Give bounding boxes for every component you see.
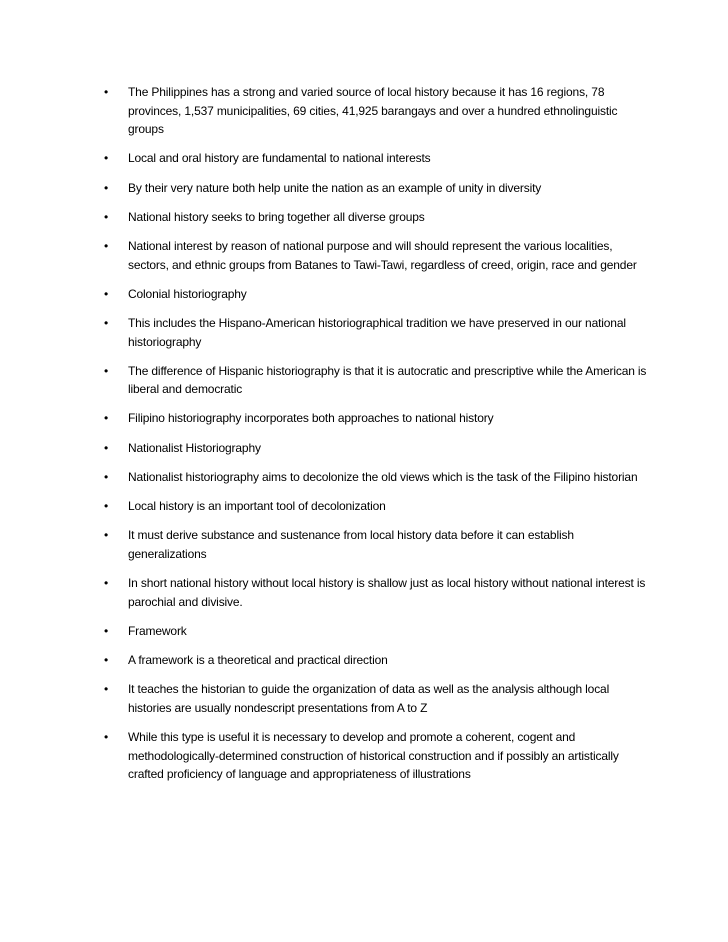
list-item: [104, 526, 649, 563]
list-item-text: This includes the Hispano-American historiographical tradition we have preserved in our national historiography: [128, 315, 626, 349]
list-item: [104, 149, 649, 168]
list-item: [104, 179, 649, 198]
list-item-text: By their very nature both help unite the nation as an example of unity in diversity: [128, 180, 542, 195]
bullet-icon: •: [104, 151, 109, 166]
list-item: [104, 497, 649, 516]
list-item-text: National interest by reason of national purpose and will should represent the various localities, sectors, and ethnic groups from Batanes to Tawi-Tawi, regardless of creed, origin, race and gender: [128, 238, 637, 272]
bullet-icon: •: [104, 682, 109, 697]
list-item: [104, 208, 649, 227]
list-item-text: In short national history without local history is shallow just as local history without national interest is parochial and divisive.: [128, 576, 646, 609]
list-item: [104, 362, 649, 399]
list-item-text: A framework is a theoretical and practical direction: [128, 652, 388, 667]
list-item: [104, 728, 649, 784]
list-item: [104, 285, 649, 304]
list-item: [104, 468, 649, 487]
list-item-text: Filipino historiography incorporates both approaches to national history: [128, 411, 494, 426]
bullet-list: [104, 83, 649, 794]
bullet-icon: •: [104, 729, 109, 744]
list-item: [104, 622, 649, 641]
bullet-icon: •: [104, 623, 109, 638]
list-item-text: It must derive substance and sustenance from local history data before it can establish generalizations: [128, 528, 574, 561]
list-item-text: Colonial historiography: [128, 286, 247, 301]
list-item: [104, 409, 649, 428]
bullet-icon: •: [104, 499, 109, 514]
bullet-icon: •: [104, 315, 109, 330]
list-item-text: Nationalist Historiography: [128, 440, 261, 455]
list-item-text: National history seeks to bring together all diverse groups: [128, 209, 425, 224]
list-item-text: While this type is useful it is necessary to develop and promote a coherent, cogent and methodologically-determined construction of historical construction and if possibly an artistically crafted proficiency of language and appropriateness of illustrations: [128, 729, 619, 782]
bullet-icon: •: [104, 576, 109, 590]
list-item-text: Nationalist historiography aims to decolonize the old views which is the task of the Filipino historian: [128, 469, 638, 484]
list-item-text: Local and oral history are fundamental to national interests: [128, 151, 431, 166]
list-item: [104, 680, 649, 717]
list-item: [104, 651, 649, 670]
bullet-icon: •: [104, 209, 109, 224]
list-item: [104, 439, 649, 458]
list-item-text: The difference of Hispanic historiography is that it is autocratic and prescriptive while the American is liberal and democratic: [128, 363, 647, 397]
bullet-icon: •: [104, 286, 109, 301]
list-item-text: Framework: [128, 623, 187, 638]
bullet-icon: •: [104, 469, 109, 484]
list-item: [104, 237, 649, 274]
list-item: [104, 83, 649, 139]
bullet-icon: •: [104, 528, 109, 543]
bullet-icon: •: [104, 85, 109, 99]
bullet-icon: •: [104, 238, 109, 253]
bullet-icon: •: [104, 363, 109, 378]
bullet-icon: •: [104, 652, 109, 667]
list-item: [104, 314, 649, 351]
list-item-text: The Philippines has a strong and varied source of local history because it has 16 regions, 78 provinces, 1,537 municipalities, 69 cities, 41,925 barangays and over a hundred ethnolinguistic groups: [128, 85, 618, 137]
bullet-icon: •: [104, 411, 109, 426]
list-item: [104, 574, 649, 611]
bullet-icon: •: [104, 180, 109, 195]
list-item-text: Local history is an important tool of decolonization: [128, 499, 386, 514]
list-item-text: It teaches the historian to guide the organization of data as well as the analysis although local histories are usually nondescript presentations from A to Z: [128, 682, 610, 715]
bullet-icon: •: [104, 440, 109, 455]
